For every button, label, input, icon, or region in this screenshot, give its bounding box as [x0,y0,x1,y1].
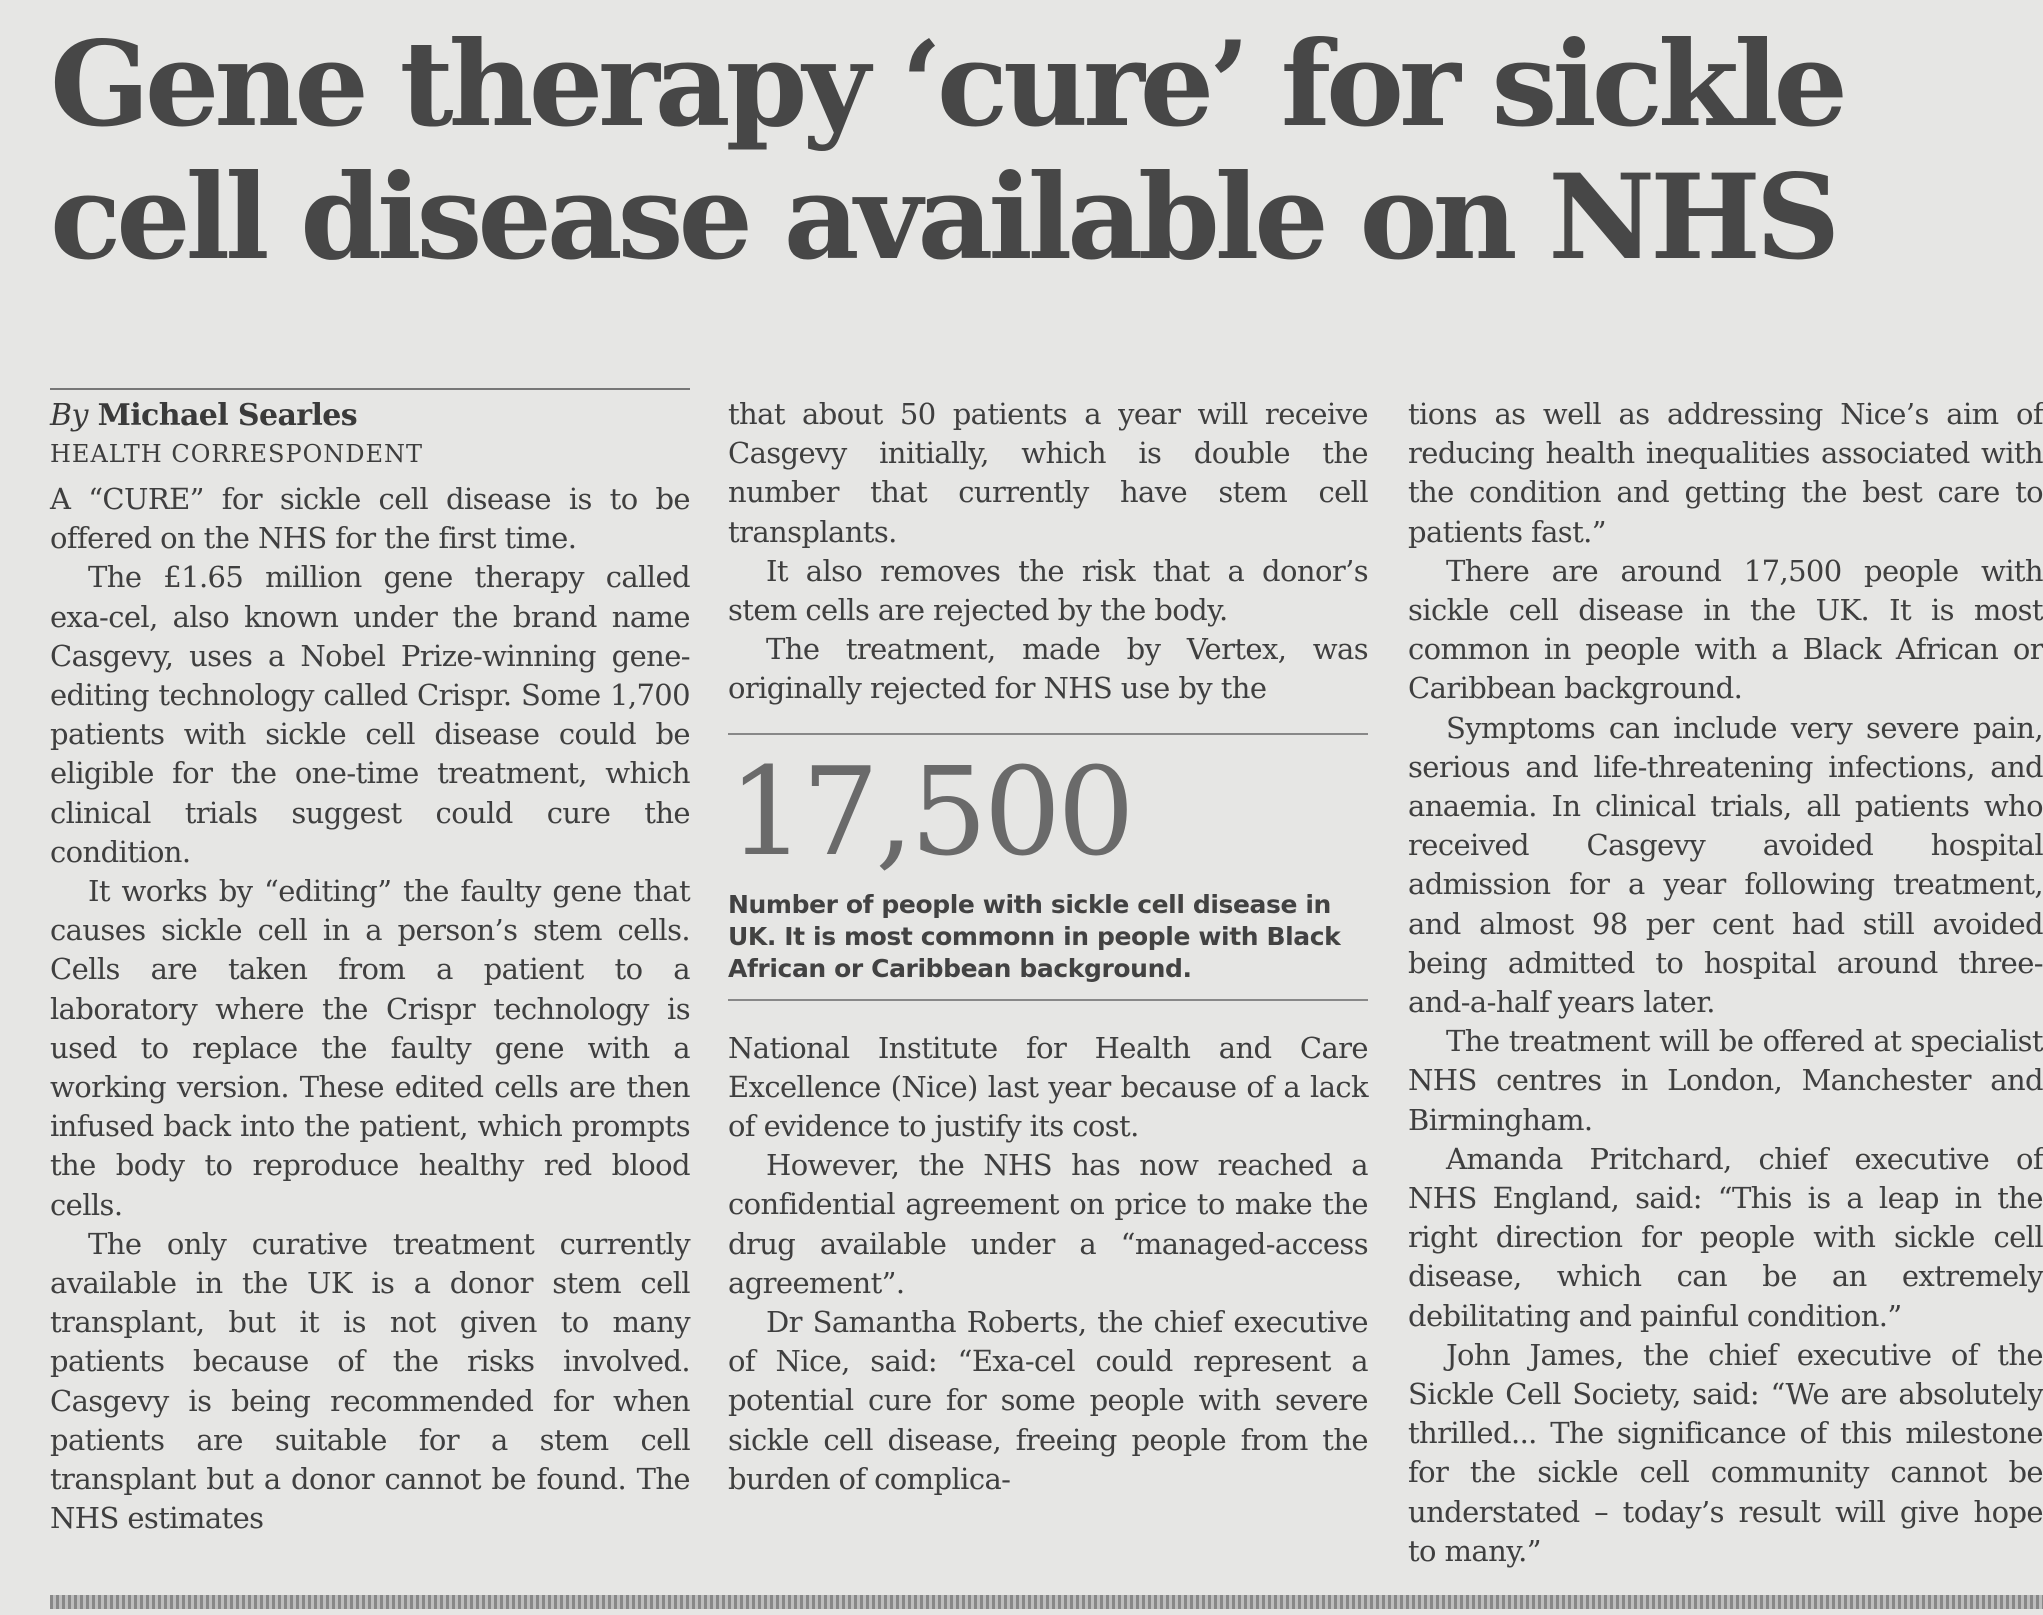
paragraph: The only curative treatment currently available in the UK is a donor stem cell transplant, but it is not given to many patients because of the risks involved. Casgevy is being recommended for when patients are suitable for a stem cell transplant but a donor cannot be found. The NHS estimates [50,1226,690,1536]
paragraph: Amanda Pritchard, chief executive of NHS England, said: “This is a leap in the right direction for people with sickle cell disease, which can be an extremely debilitating and painful condition.” [1408,1141,2043,1333]
fact-caption: Number of people with sickle cell disease in UK. It is most commonn in people with Black African or Caribbean background. [728,889,1341,983]
article-column-2 [728,395,1368,1499]
paragraph: The treatment will be offered at specialist NHS centres in London, Manchester and Birmingham. [1408,1024,2043,1137]
headline [50,15,2000,286]
paragraph: Symptoms can include very severe pain, serious and life-threatening infections, and anaemia. In clinical trials, all patients who received Casgevy avoided hospital admission for a year following treatment, and almost 98 per cent had still avoided being admitted to hospital around three-and-a-half years later. [1408,710,2043,1020]
fact-box [728,733,1368,1001]
paragraph: It works by “editing” the faulty gene that causes sickle cell in a person’s stem cells. Cells are taken from a patient to a laboratory where the Crispr technology is used to replace the faulty gene with a working version. These edited cells are then infused back into the patient, which prompts the body to reproduce healthy red blood cells. [50,874,690,1222]
paragraph: The treatment, made by Vertex, was originally rejected for NHS use by the [728,632,1368,706]
paragraph: A “CURE” for sickle cell disease is to be offered on the NHS for the first time. [50,482,690,556]
article-column-1 [50,388,690,1538]
paragraph: It also removes the risk that a donor’s stem cells are rejected by the body. [728,553,1368,628]
headline-line-2: cell disease available on NHS [50,148,1836,286]
fact-number: 17,500 [728,740,1131,883]
paragraph: that about 50 patients a year will receive Casgevy initially, which is double the number that currently have stem cell transplants. [728,397,1368,549]
byline-role: HEALTH CORRESPONDENT [50,440,424,468]
byline-prefix: By [50,398,88,433]
article-column-3 [1408,395,2043,1571]
bottom-rule [50,1595,2043,1609]
byline-rule [50,388,690,390]
headline-line-1: Gene therapy ‘cure’ for sickle [50,15,1843,153]
byline [50,396,690,436]
paragraph: However, the NHS has now reached a confidential agreement on price to make the drug available under a “managed-access agreement”. [728,1148,1368,1300]
paragraph: tions as well as addressing Nice’s aim of reducing health inequalities associated with the condition and getting the best care to patients fast.” [1408,397,2043,549]
paragraph: The £1.65 million gene therapy called exa-cel, also known under the brand name Casgevy, uses a Nobel Prize-winning gene-editing technology called Crispr. Some 1,700 patients with sickle cell disease could be eligible for the one-time treatment, which clinical trials suggest could cure the condition. [50,560,690,869]
paragraph: Dr Samantha Roberts, the chief executive of Nice, said: “Exa-cel could represent a potential cure for some people with severe sickle cell disease, freeing people from the burden of complica- [728,1305,1368,1496]
paragraph: There are around 17,500 people with sickle cell disease in the UK. It is most common in people with a Black African or Caribbean background. [1408,553,2043,706]
byline-author: Michael Searles [97,398,358,433]
paragraph: John James, the chief executive of the Sickle Cell Society, said: “We are absolutely thrilled... The significance of this milestone for the sickle cell community cannot be understated – today’s result will give hope to many.” [1408,1337,2043,1568]
paragraph: National Institute for Health and Care Excellence (Nice) last year because of a lack of evidence to justify its cost. [728,1030,1368,1144]
